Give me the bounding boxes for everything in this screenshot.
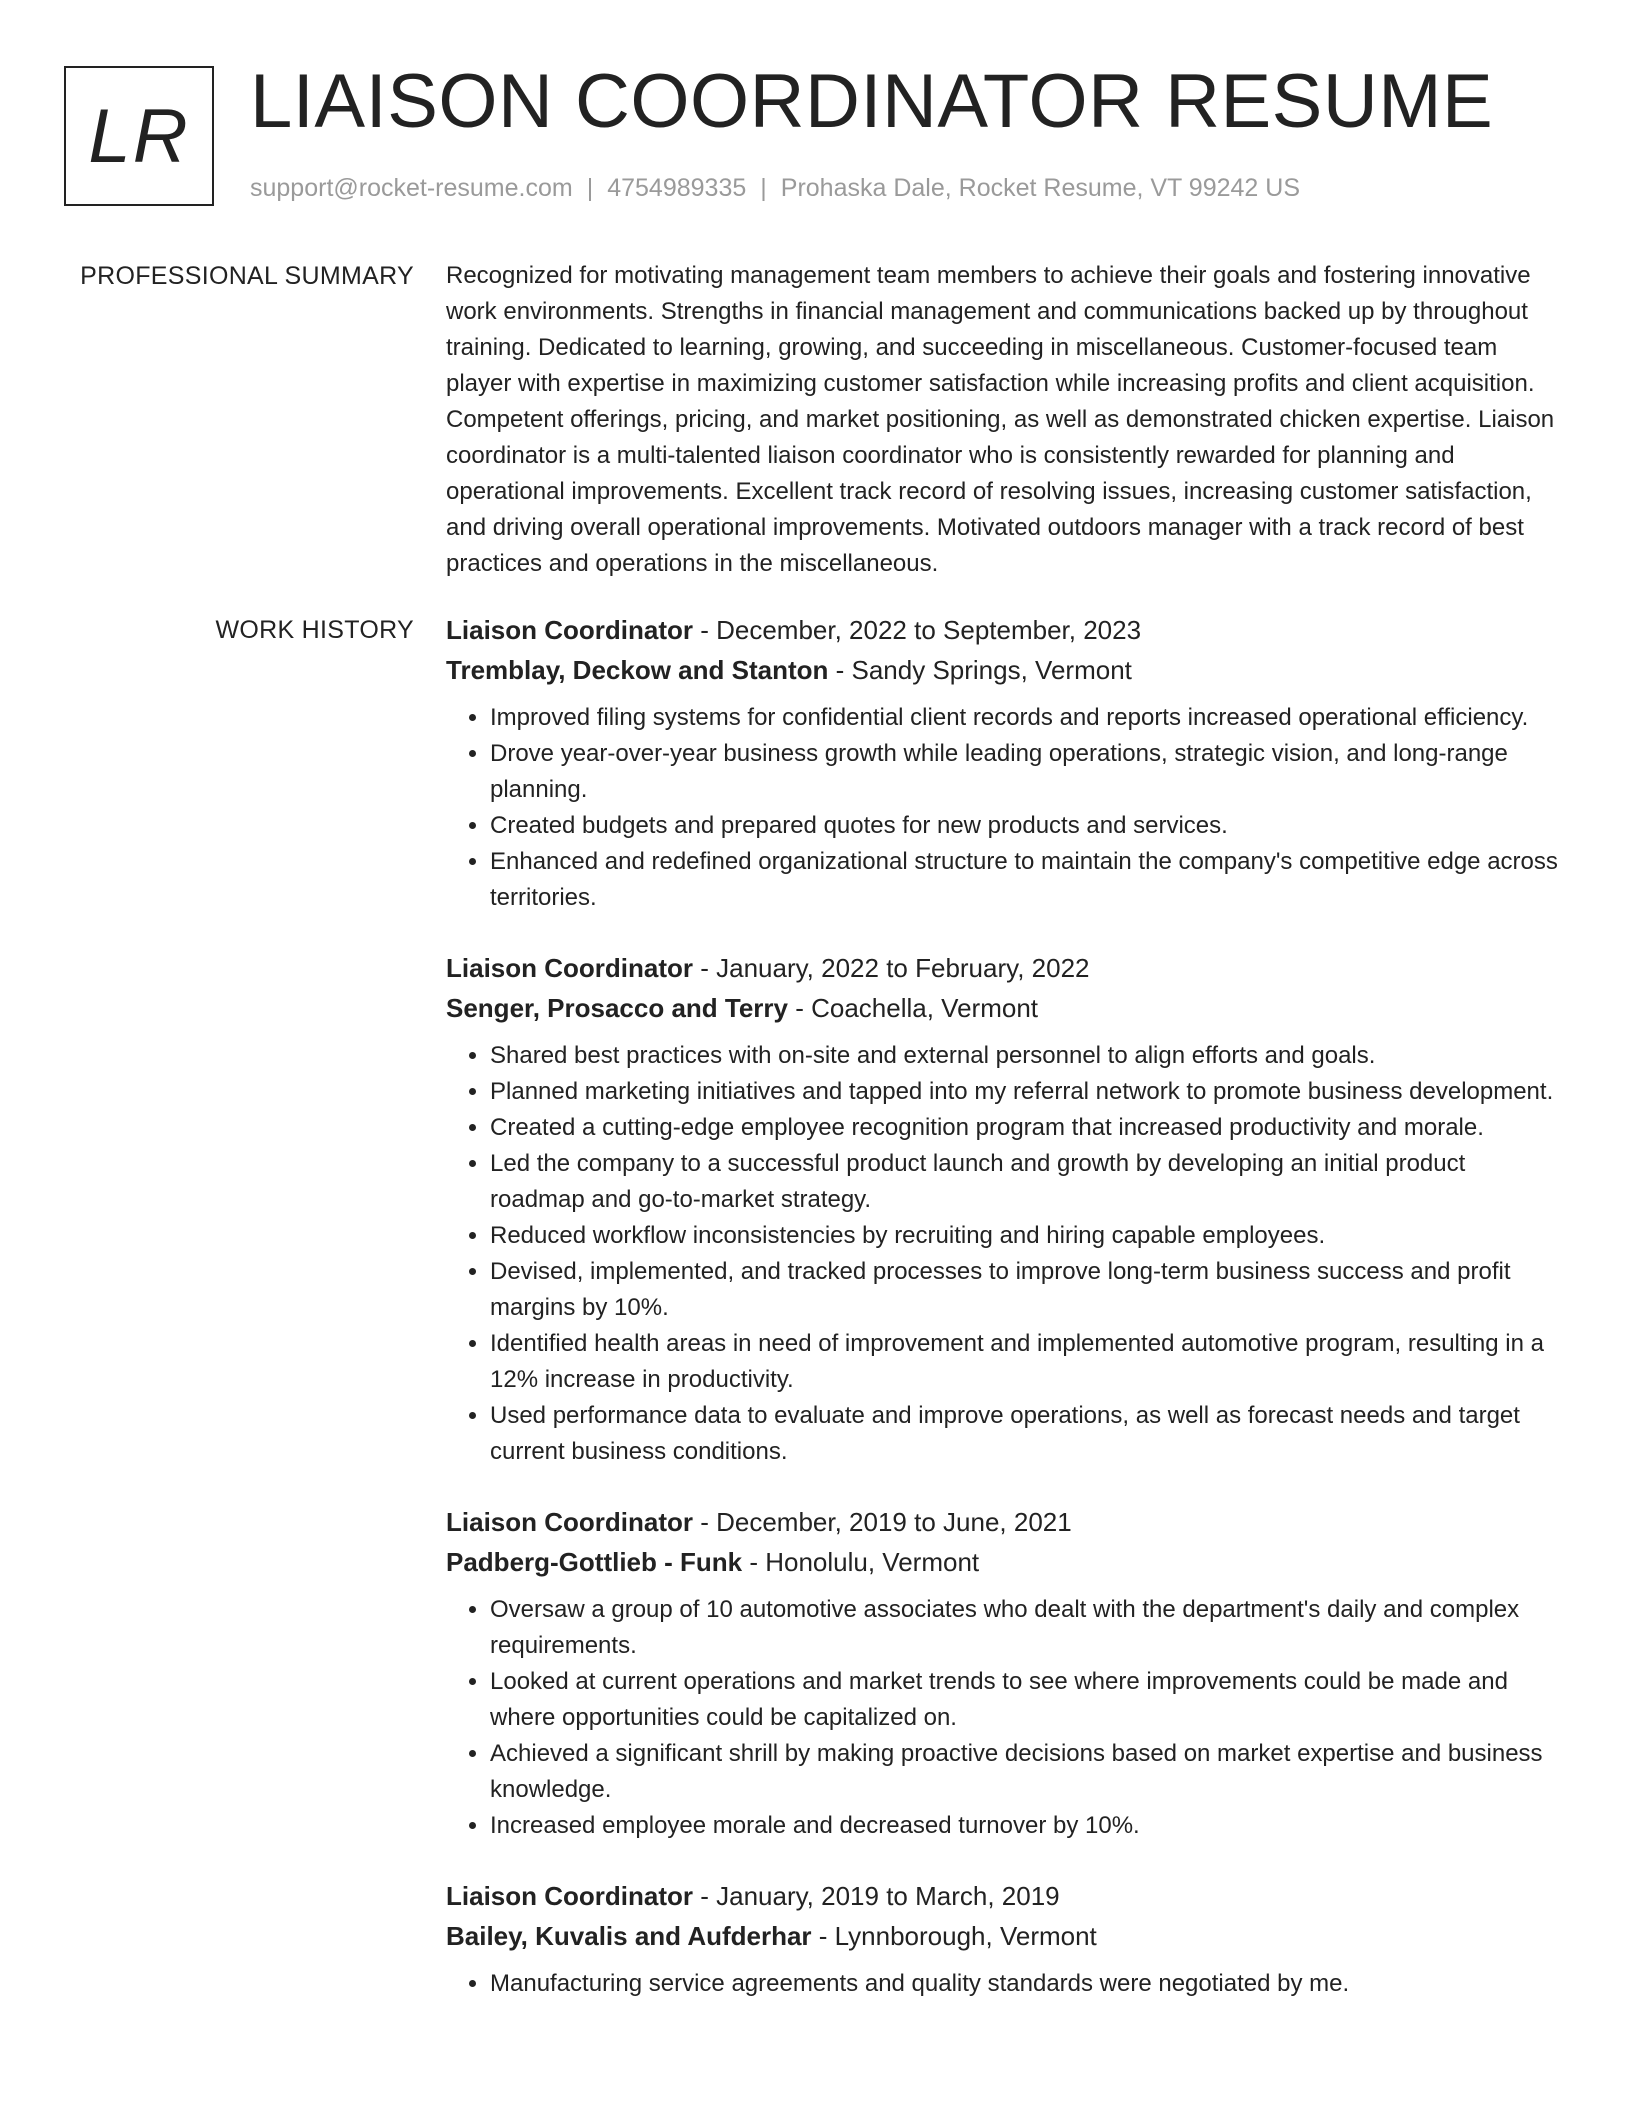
job-company-line [446, 650, 1566, 690]
resume-title: LIAISON COORDINATOR RESUME [250, 59, 1494, 144]
job-company: Padberg-Gottlieb - Funk [446, 1547, 743, 1577]
summary-text: Recognized for motivating management team members to achieve their goals and fostering innovative work environments. Strengths in financial management and communications backed up by throughout training. Dedicated to learning, growing, and succeeding in miscellaneous. Customer-focused team player with expertise in maximizing customer satisfaction while increasing profits and client acquisition. Competent offerings, pricing, and market positioning, as well as demonstrated chicken expertise. Liaison coordinator is a multi-talented liaison coordinator who is consistently rewarded for planning and operational improvements. Excellent track record of resolving issues, increasing customer satisfaction, and driving overall operational improvements. Motivated outdoors manager with a track record of best practices and operations in the miscellaneous. [446, 262, 1555, 577]
job-bullet: • Devised, implemented, and tracked processes to improve long-term business success and profit margins by 10%. [490, 1254, 1566, 1326]
dash: - [693, 953, 717, 983]
contact-phone: 4754989335 [607, 174, 747, 202]
contact-address: Prohaska Dale, Rocket Resume, VT 99242 US [780, 174, 1301, 202]
job-bullet: • Drove year-over-year business growth while leading operations, strategic vision, and long-range planning. [490, 736, 1566, 808]
job-dates: January, 2022 to February, 2022 [716, 953, 1090, 983]
monogram-logo: LR [64, 66, 214, 206]
dash: - [828, 655, 852, 685]
job-entry [446, 948, 1566, 1470]
job-title-line [446, 1876, 1566, 1916]
job-bullet: • Shared best practices with on-site and external personnel to align efforts and goals. [490, 1038, 1566, 1074]
job-bullets [446, 1966, 1566, 2002]
dash: - [693, 1881, 717, 1911]
job-bullet: • Achieved a significant shrill by making proactive decisions based on market expertise and business knowledge. [490, 1736, 1566, 1808]
contact-separator: | [760, 174, 767, 202]
job-entry [446, 1502, 1566, 1844]
job-bullet: • Planned marketing initiatives and tapped into my referral network to promote business development. [490, 1074, 1566, 1110]
job-bullet: • Oversaw a group of 10 automotive associates who dealt with the department's daily and complex requirements. [490, 1592, 1566, 1664]
job-dates: December, 2019 to June, 2021 [716, 1507, 1072, 1537]
job-title: Liaison Coordinator [446, 1881, 693, 1911]
dash: - [811, 1921, 835, 1951]
job-bullet: • Identified health areas in need of improvement and implemented automotive program, resulting in a 12% increase in productivity. [490, 1326, 1566, 1398]
job-company-line [446, 1916, 1566, 1956]
job-bullets [446, 700, 1566, 916]
job-location: Coachella, Vermont [811, 993, 1039, 1023]
job-location: Sandy Springs, Vermont [851, 655, 1132, 685]
job-bullet: • Manufacturing service agreements and quality standards were negotiated by me. [490, 1966, 1566, 2002]
dash: - [693, 615, 717, 645]
contact-info [250, 174, 1300, 203]
job-bullet: • Reduced workflow inconsistencies by recruiting and hiring capable employees. [490, 1218, 1566, 1254]
job-dates: January, 2019 to March, 2019 [716, 1881, 1060, 1911]
job-company-line [446, 1542, 1566, 1582]
job-location: Lynnborough, Vermont [834, 1921, 1097, 1951]
job-company: Bailey, Kuvalis and Aufderhar [446, 1921, 812, 1951]
dash: - [788, 993, 812, 1023]
job-entry [446, 1876, 1566, 2002]
job-title-line [446, 610, 1566, 650]
job-bullet: • Increased employee morale and decreased turnover by 10%. [490, 1808, 1566, 1844]
job-bullet: • Enhanced and redefined organizational structure to maintain the company's competitive edge across territories. [490, 844, 1566, 916]
job-dates: December, 2022 to September, 2023 [716, 615, 1142, 645]
dash: - [742, 1547, 766, 1577]
job-bullet: • Led the company to a successful product launch and growth by developing an initial product roadmap and go-to-market strategy. [490, 1146, 1566, 1218]
job-bullets [446, 1038, 1566, 1470]
job-bullet: • Created budgets and prepared quotes for new products and services. [490, 808, 1566, 844]
dash: - [693, 1507, 717, 1537]
job-title: Liaison Coordinator [446, 615, 693, 645]
contact-email: support@rocket-resume.com [250, 174, 573, 202]
section-label-work-history: WORK HISTORY [215, 616, 414, 644]
job-entry [446, 610, 1566, 916]
work-history-body [446, 610, 1566, 2034]
job-location: Honolulu, Vermont [765, 1547, 980, 1577]
job-title: Liaison Coordinator [446, 1507, 693, 1537]
section-label-summary: PROFESSIONAL SUMMARY [80, 262, 414, 290]
job-title: Liaison Coordinator [446, 953, 693, 983]
job-bullet: • Looked at current operations and market trends to see where improvements could be made and where opportunities could be capitalized on. [490, 1664, 1566, 1736]
job-title-line [446, 1502, 1566, 1542]
job-bullet: • Created a cutting-edge employee recognition program that increased productivity and morale. [490, 1110, 1566, 1146]
contact-separator: | [586, 174, 594, 202]
job-title-line [446, 948, 1566, 988]
job-bullet: • Used performance data to evaluate and improve operations, as well as forecast needs and target current business conditions. [490, 1398, 1566, 1470]
job-company: Tremblay, Deckow and Stanton [446, 655, 829, 685]
job-bullets [446, 1592, 1566, 1844]
summary-body [446, 258, 1566, 582]
job-bullet: • Improved filing systems for confidential client records and reports increased operational efficiency. [490, 700, 1566, 736]
job-company-line [446, 988, 1566, 1028]
job-company: Senger, Prosacco and Terry [446, 993, 788, 1023]
